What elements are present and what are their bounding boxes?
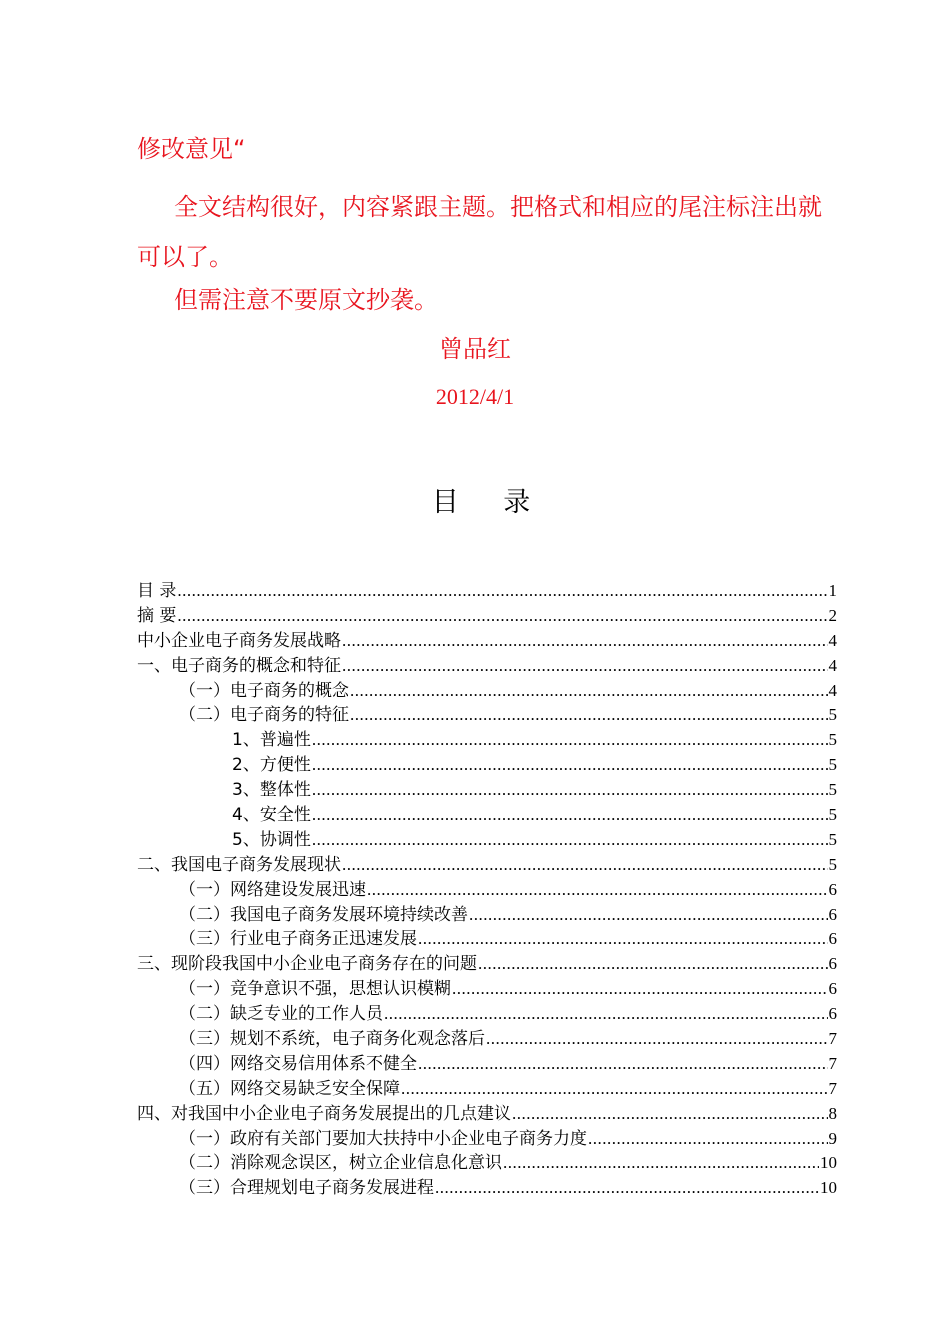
toc-entry[interactable] — [137, 875, 837, 900]
toc-entry[interactable] — [137, 800, 837, 825]
toc-dot-leader — [469, 905, 828, 925]
toc-entry-text: 目 录 — [137, 581, 177, 601]
toc-page-number: 8 — [828, 1103, 837, 1123]
toc-dot-leader — [512, 1104, 828, 1124]
toc-page-number: 4 — [828, 655, 837, 675]
toc-entry-text: 2、方便性 — [232, 755, 311, 776]
toc-entry-text: （三）行业电子商务正迅速发展 — [179, 929, 417, 950]
remark-paragraph-1: 全文结构很好，内容紧跟主题。把格式和相应的尾注标注出就可以了。 — [137, 193, 822, 271]
toc-entry-text: （五）网络交易缺乏安全保障 — [179, 1078, 400, 1099]
toc-entry[interactable] — [137, 1049, 837, 1074]
table-of-contents — [137, 576, 837, 1198]
toc-dot-leader — [312, 805, 828, 825]
toc-dot-leader — [342, 855, 828, 875]
toc-dot-leader — [312, 830, 828, 850]
toc-page-number: 10 — [820, 1153, 837, 1173]
toc-entry-text: （四）网络交易信用体系不健全 — [179, 1053, 417, 1074]
toc-dot-leader — [312, 730, 828, 750]
toc-entry[interactable] — [137, 900, 837, 925]
toc-entry[interactable] — [137, 750, 837, 775]
toc-entry-text: 5、协调性 — [232, 829, 311, 850]
toc-entry-text: 四、对我国中小企业电子商务发展提出的几点建议 — [137, 1103, 511, 1124]
toc-dot-leader — [435, 1178, 819, 1198]
toc-dot-leader — [452, 979, 828, 999]
toc-entry[interactable] — [137, 576, 837, 601]
toc-dot-leader — [312, 780, 828, 800]
toc-entry-text: （一）电子商务的概念 — [179, 680, 349, 701]
toc-page-number: 5 — [828, 854, 837, 874]
toc-dot-leader — [312, 755, 828, 775]
toc-page-number: 6 — [828, 929, 837, 949]
toc-dot-leader — [342, 656, 828, 676]
toc-entry-text: （一）网络建设发展迅速 — [179, 879, 366, 900]
toc-page-number: 5 — [828, 780, 837, 800]
remark-date: 2012/4/1 — [435, 384, 515, 409]
toc-dot-leader — [350, 681, 828, 701]
toc-page-number: 5 — [828, 829, 837, 849]
toc-page-number: 7 — [828, 1053, 837, 1073]
toc-page-number: 5 — [828, 755, 837, 775]
remark-signer: 曾品红 — [439, 335, 511, 363]
toc-entry[interactable] — [137, 626, 837, 651]
toc-dot-leader — [418, 1054, 828, 1074]
toc-entry-text: （二）消除观念误区，树立企业信息化意识 — [179, 1153, 502, 1174]
toc-entry[interactable] — [137, 651, 837, 676]
toc-entry-text: 4、安全性 — [232, 805, 311, 826]
toc-dot-leader — [177, 581, 827, 601]
toc-entry[interactable] — [137, 850, 837, 875]
toc-entry-text: （三）合理规划电子商务发展进程 — [179, 1178, 434, 1199]
toc-page-number: 4 — [828, 680, 837, 700]
toc-title: 目 录 — [431, 487, 549, 518]
toc-entry[interactable] — [137, 825, 837, 850]
toc-entry-text: 1、普遍性 — [232, 730, 311, 751]
toc-page-number: 7 — [828, 1029, 837, 1049]
toc-page-number: 7 — [828, 1078, 837, 1098]
toc-dot-leader — [177, 606, 827, 626]
toc-entry[interactable] — [137, 1124, 837, 1149]
toc-entry[interactable] — [137, 676, 837, 701]
toc-page-number: 4 — [828, 630, 837, 650]
toc-dot-leader — [418, 929, 828, 949]
toc-entry-text: （二）我国电子商务发展环境持续改善 — [179, 904, 468, 925]
toc-entry-text: （三）规划不系统，电子商务化观念落后 — [179, 1029, 485, 1050]
toc-entry-text: （二）缺乏专业的工作人员 — [179, 1004, 383, 1025]
toc-entry[interactable] — [137, 1074, 837, 1099]
toc-page-number: 1 — [828, 581, 837, 600]
toc-page-number: 5 — [828, 730, 837, 750]
toc-page-number: 6 — [828, 904, 837, 924]
toc-entry[interactable] — [137, 1173, 837, 1198]
toc-entry[interactable] — [137, 775, 837, 800]
toc-dot-leader — [486, 1029, 828, 1049]
toc-entry-text: 二、我国电子商务发展现状 — [137, 854, 341, 875]
toc-entry[interactable] — [137, 1099, 837, 1124]
toc-entry-text: 摘 要 — [137, 605, 177, 626]
toc-entry[interactable] — [137, 924, 837, 949]
toc-dot-leader — [588, 1129, 828, 1149]
toc-page-number: 5 — [828, 805, 837, 825]
toc-entry-text: （一）竞争意识不强，思想认识模糊 — [179, 979, 451, 1000]
toc-page-number: 5 — [828, 705, 837, 725]
toc-entry[interactable] — [137, 1024, 837, 1049]
toc-entry[interactable] — [137, 601, 837, 626]
toc-entry-text: 3、整体性 — [232, 780, 311, 801]
toc-entry[interactable] — [137, 974, 837, 999]
toc-page-number: 6 — [828, 879, 837, 899]
toc-entry[interactable] — [137, 949, 837, 974]
toc-dot-leader — [503, 1153, 819, 1173]
remark-heading: 修改意见“ — [137, 135, 246, 163]
toc-dot-leader — [367, 880, 828, 900]
toc-dot-leader — [401, 1079, 828, 1099]
toc-page-number: 6 — [828, 954, 837, 974]
toc-dot-leader — [384, 1004, 828, 1024]
toc-entry-text: 一、电子商务的概念和特征 — [137, 655, 341, 676]
toc-dot-leader — [350, 705, 828, 725]
toc-dot-leader — [342, 631, 828, 651]
toc-page-number: 10 — [820, 1178, 837, 1198]
remark-paragraph-2: 但需注意不要原文抄袭。 — [174, 286, 438, 314]
toc-entry[interactable] — [137, 725, 837, 750]
toc-entry-text: （一）政府有关部门要加大扶持中小企业电子商务力度 — [179, 1128, 587, 1149]
toc-dot-leader — [478, 954, 828, 974]
toc-entry-text: 中小企业电子商务发展战略 — [137, 630, 341, 651]
toc-entry[interactable] — [137, 1148, 837, 1173]
toc-page-number: 9 — [828, 1128, 837, 1148]
toc-page-number: 2 — [828, 605, 837, 625]
toc-entry[interactable] — [137, 700, 837, 725]
toc-page-number: 6 — [828, 979, 837, 999]
toc-entry[interactable] — [137, 999, 837, 1024]
toc-page-number: 6 — [828, 1004, 837, 1024]
toc-entry-text: （二）电子商务的特征 — [179, 705, 349, 726]
toc-entry-text: 三、现阶段我国中小企业电子商务存在的问题 — [137, 954, 477, 975]
